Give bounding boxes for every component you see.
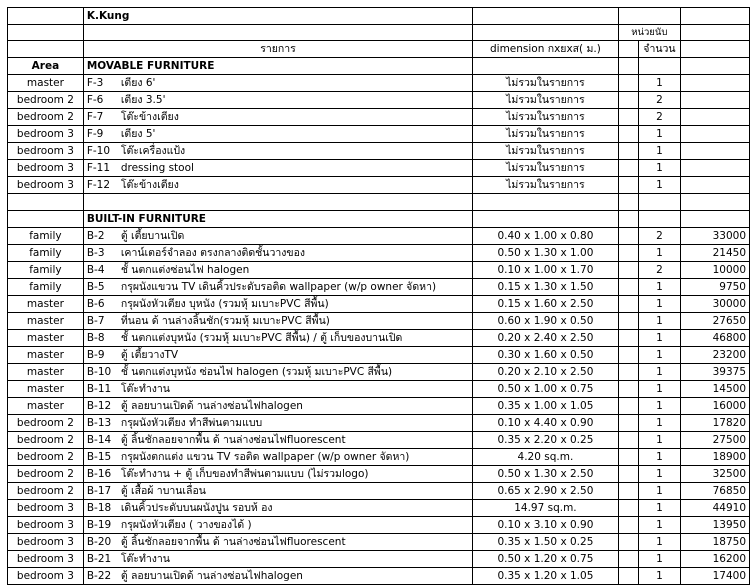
item-cell — [83, 177, 472, 194]
dimension-cell: 0.10 x 4.40 x 0.90 — [473, 414, 618, 431]
item-code: F-6 — [86, 94, 104, 107]
qty-cell: 1 — [638, 397, 680, 414]
item-description: ชั้ นตกแต่งซ่อนไฟ halogen — [120, 263, 250, 276]
item-code: B-11 — [86, 382, 112, 395]
item-code: B-20 — [86, 535, 112, 548]
price-cell: 23200 — [680, 346, 749, 363]
table-row — [8, 414, 750, 431]
area-cell: bedroom 2 — [8, 431, 84, 448]
item-cell — [83, 160, 472, 177]
qty-cell: 2 — [638, 227, 680, 244]
item-code: F-7 — [86, 111, 104, 124]
item-code: F-12 — [86, 179, 111, 192]
price-cell: 17820 — [680, 414, 749, 431]
item-description: ตู้ เตี้ยบานเปิด — [120, 229, 185, 242]
dimension-cell: 0.50 x 1.30 x 1.00 — [473, 244, 618, 261]
item-code: B-13 — [86, 416, 112, 429]
item-header: รายการ — [83, 41, 472, 58]
price-cell: 9750 — [680, 278, 749, 295]
item-cell — [83, 143, 472, 160]
item-cell — [83, 329, 472, 346]
area-header: Area — [8, 58, 84, 75]
item-description: โต๊ะทำงาน + ตู้ เก็บของทำสีพ่นตามแบบ (ไม่รวมlogo) — [120, 467, 369, 480]
item-cell — [83, 499, 472, 516]
dimension-cell: ไม่รวมในรายการ — [473, 109, 618, 126]
dimension-cell: 0.60 x 1.90 x 0.50 — [473, 312, 618, 329]
area-cell: master — [8, 75, 84, 92]
area-cell: bedroom 2 — [8, 482, 84, 499]
area-cell: bedroom 3 — [8, 143, 84, 160]
furniture-table — [7, 7, 750, 585]
item-code: B-10 — [86, 365, 112, 378]
title-row — [8, 8, 750, 25]
header-row-1 — [8, 25, 750, 41]
qty-cell: 1 — [638, 126, 680, 143]
table-row — [8, 465, 750, 482]
table-row — [8, 482, 750, 499]
dimension-cell: 0.20 x 2.40 x 2.50 — [473, 329, 618, 346]
table-row — [8, 397, 750, 414]
item-code: B-17 — [86, 484, 112, 497]
area-cell: bedroom 3 — [8, 499, 84, 516]
qty-cell: 1 — [638, 499, 680, 516]
item-code: B-19 — [86, 518, 112, 531]
client-name: K.Kung — [83, 8, 472, 25]
item-code: B-14 — [86, 433, 112, 446]
item-description: กรุผนังหัวเตียง ( วางของได้ ) — [120, 518, 252, 531]
item-cell — [83, 567, 472, 584]
qty-cell: 1 — [638, 143, 680, 160]
price-cell — [680, 160, 749, 177]
table-row — [8, 533, 750, 550]
area-cell: family — [8, 278, 84, 295]
item-description: เคาน์เตอร์จำลอง ตรงกลางติดชั้นวางของ — [120, 246, 306, 259]
price-cell: 27650 — [680, 312, 749, 329]
price-cell: 32500 — [680, 465, 749, 482]
item-description: กรุผนังตกแต่ง แขวน TV รอติด wallpaper (w/p owner จัดหา) — [120, 450, 410, 463]
item-cell — [83, 278, 472, 295]
header-row-2 — [8, 41, 750, 58]
item-cell — [83, 533, 472, 550]
table-row — [8, 516, 750, 533]
table-row — [8, 380, 750, 397]
section-header-row — [8, 58, 750, 75]
dimension-cell: 0.15 x 1.60 x 2.50 — [473, 295, 618, 312]
qty-cell: 1 — [638, 414, 680, 431]
item-cell — [83, 227, 472, 244]
area-cell: master — [8, 346, 84, 363]
qty-cell: 2 — [638, 261, 680, 278]
dimension-header: dimension กxยxส( ม.) — [473, 41, 618, 58]
area-cell: bedroom 3 — [8, 550, 84, 567]
table-row — [8, 312, 750, 329]
item-description: โต๊ะเครื่องแป้ง — [120, 145, 186, 158]
table-row — [8, 329, 750, 346]
table-row — [8, 75, 750, 92]
area-cell: master — [8, 380, 84, 397]
item-cell — [83, 244, 472, 261]
item-cell — [83, 126, 472, 143]
table-row — [8, 363, 750, 380]
area-cell: bedroom 2 — [8, 448, 84, 465]
item-description: เตียง 3.5' — [120, 94, 166, 107]
item-cell — [83, 448, 472, 465]
price-cell: 33000 — [680, 227, 749, 244]
table-row — [8, 567, 750, 584]
price-cell: 21450 — [680, 244, 749, 261]
dimension-cell: 0.20 x 2.10 x 2.50 — [473, 363, 618, 380]
dimension-cell: 0.50 x 1.00 x 0.75 — [473, 380, 618, 397]
dimension-cell: 0.10 x 1.00 x 1.70 — [473, 261, 618, 278]
price-cell — [680, 143, 749, 160]
dimension-cell: ไม่รวมในรายการ — [473, 177, 618, 194]
price-cell: 39375 — [680, 363, 749, 380]
area-cell: bedroom 3 — [8, 160, 84, 177]
qty-cell: 1 — [638, 244, 680, 261]
qty-cell: 1 — [638, 516, 680, 533]
price-cell — [680, 126, 749, 143]
area-cell: bedroom 3 — [8, 567, 84, 584]
dimension-cell: 0.10 x 3.10 x 0.90 — [473, 516, 618, 533]
item-cell — [83, 431, 472, 448]
section-title: BUILT-IN FURNITURE — [83, 210, 472, 227]
dimension-cell: 0.35 x 1.20 x 1.05 — [473, 567, 618, 584]
table-row — [8, 109, 750, 126]
qty-cell: 1 — [638, 567, 680, 584]
dimension-cell: ไม่รวมในรายการ — [473, 75, 618, 92]
item-description: กรุผนังหัวเตียง บุหนัง (รวมหุ้ มเบาะPVC สีพื้น) — [120, 297, 329, 310]
qty-header: จำนวน — [638, 41, 680, 58]
price-cell — [680, 75, 749, 92]
dimension-cell: 0.35 x 2.20 x 0.25 — [473, 431, 618, 448]
item-code: B-2 — [86, 229, 105, 242]
item-cell — [83, 550, 472, 567]
item-code: B-9 — [86, 348, 105, 361]
item-cell — [83, 414, 472, 431]
qty-cell: 1 — [638, 448, 680, 465]
item-cell — [83, 109, 472, 126]
dimension-cell: 4.20 sq.m. — [473, 448, 618, 465]
dimension-cell: 0.50 x 1.20 x 0.75 — [473, 550, 618, 567]
item-description: กรุผนังแขวน TV เดินคิ้วประดับรอติด wallpaper (w/p owner จัดหา) — [120, 280, 437, 293]
section-header-row — [8, 210, 750, 227]
table-row — [8, 244, 750, 261]
qty-cell: 2 — [638, 92, 680, 109]
qty-cell: 1 — [638, 160, 680, 177]
item-cell — [83, 346, 472, 363]
price-cell: 17400 — [680, 567, 749, 584]
qty-cell: 1 — [638, 329, 680, 346]
qty-cell: 1 — [638, 75, 680, 92]
table-row — [8, 278, 750, 295]
area-cell: bedroom 3 — [8, 126, 84, 143]
price-cell: 16000 — [680, 397, 749, 414]
item-code: B-16 — [86, 467, 112, 480]
table-row — [8, 346, 750, 363]
qty-cell: 1 — [638, 380, 680, 397]
item-code: B-21 — [86, 552, 112, 565]
item-code: B-12 — [86, 399, 112, 412]
qty-cell: 2 — [638, 109, 680, 126]
dimension-cell: 14.97 sq.m. — [473, 499, 618, 516]
item-code: B-5 — [86, 280, 105, 293]
item-cell — [83, 261, 472, 278]
table-row — [8, 92, 750, 109]
item-code: F-10 — [86, 145, 111, 158]
qty-cell: 1 — [638, 363, 680, 380]
dimension-cell: 0.35 x 1.50 x 0.25 — [473, 533, 618, 550]
qty-cell: 1 — [638, 550, 680, 567]
item-description: โต๊ะข้างเตียง — [120, 179, 179, 192]
area-cell: bedroom 3 — [8, 533, 84, 550]
price-cell — [680, 177, 749, 194]
table-row — [8, 143, 750, 160]
table-row — [8, 160, 750, 177]
table-row — [8, 295, 750, 312]
price-cell: 46800 — [680, 329, 749, 346]
item-description: ชั้ นตกแต่งบุหนัง ซ่อนไฟ halogen (รวมหุ้ มเบาะPVC สีพื้น) — [120, 365, 393, 378]
price-cell: 30000 — [680, 295, 749, 312]
item-description: โต๊ะทำงาน — [120, 552, 170, 565]
item-cell — [83, 363, 472, 380]
area-cell: master — [8, 329, 84, 346]
item-code: B-22 — [86, 569, 112, 582]
table-row — [8, 431, 750, 448]
area-cell: master — [8, 363, 84, 380]
area-cell: master — [8, 397, 84, 414]
item-description: ตู้ เสื้อผ้ าบานเลื่อน — [120, 484, 206, 497]
item-cell — [83, 397, 472, 414]
table-row — [8, 177, 750, 194]
item-description: ตู้ ลิ้นชักลอยจากพื้น ด้ านล่างซ่อนไฟfluorescent — [120, 433, 346, 446]
area-cell: master — [8, 312, 84, 329]
price-cell: 16200 — [680, 550, 749, 567]
qty-cell: 1 — [638, 533, 680, 550]
dimension-cell: 0.65 x 2.90 x 2.50 — [473, 482, 618, 499]
item-description: ตู้ เตี้ยวางTV — [120, 348, 179, 361]
item-code: B-15 — [86, 450, 112, 463]
dimension-cell: 0.50 x 1.30 x 2.50 — [473, 465, 618, 482]
item-description: ตู้ ลิ้นชักลอยจากพื้น ด้ านล่างซ่อนไฟfluorescent — [120, 535, 346, 548]
price-cell: 14500 — [680, 380, 749, 397]
price-cell: 10000 — [680, 261, 749, 278]
price-cell: 18900 — [680, 448, 749, 465]
table-row — [8, 550, 750, 567]
area-cell: bedroom 2 — [8, 109, 84, 126]
qty-cell: 1 — [638, 431, 680, 448]
price-cell — [680, 109, 749, 126]
item-description: โต๊ะทำงาน — [120, 382, 170, 395]
price-cell — [680, 92, 749, 109]
dimension-cell: ไม่รวมในรายการ — [473, 92, 618, 109]
dimension-cell: 0.35 x 1.00 x 1.05 — [473, 397, 618, 414]
qty-cell: 1 — [638, 482, 680, 499]
price-cell: 76850 — [680, 482, 749, 499]
item-description: dressing stool — [120, 162, 194, 175]
dimension-cell: ไม่รวมในรายการ — [473, 143, 618, 160]
price-cell: 18750 — [680, 533, 749, 550]
table-row — [8, 261, 750, 278]
unit-header: หน่วยนับ — [618, 25, 680, 41]
item-code: F-9 — [86, 128, 104, 141]
item-cell — [83, 92, 472, 109]
area-cell: family — [8, 244, 84, 261]
table-row — [8, 227, 750, 244]
item-description: ที่นอน ด้ านล่างลิ้นชัก(รวมหุ้ มเบาะPVC สีพื้น) — [120, 314, 330, 327]
item-cell — [83, 380, 472, 397]
table-row — [8, 448, 750, 465]
item-description: กรุผนังหัวเตียง ทำสีพ่นตามแบบ — [120, 416, 263, 429]
qty-cell: 1 — [638, 346, 680, 363]
qty-cell: 1 — [638, 465, 680, 482]
area-cell: bedroom 2 — [8, 465, 84, 482]
item-code: B-6 — [86, 297, 105, 310]
blank-row — [8, 194, 750, 210]
item-code: B-3 — [86, 246, 105, 259]
item-cell — [83, 482, 472, 499]
item-description: เดินคิ้วประดับบนผนังปูน รอบห้ อง — [120, 501, 273, 514]
area-cell: bedroom 2 — [8, 92, 84, 109]
item-cell — [83, 75, 472, 92]
item-description: ตู้ ลอยบานเปิดด้ านล่างซ่อนไฟhalogen — [120, 399, 303, 412]
dimension-cell: 0.30 x 1.60 x 0.50 — [473, 346, 618, 363]
item-description: เตียง 5' — [120, 128, 156, 141]
item-code: F-11 — [86, 162, 111, 175]
item-description: ชั้ นตกแต่งบุหนัง (รวมหุ้ มเบาะPVC สีพื้น) / ตู้ เก็บของบานเปิด — [120, 331, 403, 344]
table-row — [8, 499, 750, 516]
qty-cell: 1 — [638, 312, 680, 329]
item-cell — [83, 295, 472, 312]
area-cell: bedroom 3 — [8, 516, 84, 533]
dimension-cell: 0.15 x 1.30 x 1.50 — [473, 278, 618, 295]
dimension-cell: ไม่รวมในรายการ — [473, 126, 618, 143]
section-title: MOVABLE FURNITURE — [83, 58, 472, 75]
area-cell: bedroom 2 — [8, 414, 84, 431]
price-cell: 44910 — [680, 499, 749, 516]
table-row — [8, 126, 750, 143]
area-cell: family — [8, 227, 84, 244]
item-code: B-4 — [86, 263, 105, 276]
item-description: เตียง 6' — [120, 77, 156, 90]
price-cell: 13950 — [680, 516, 749, 533]
item-cell — [83, 465, 472, 482]
item-code: B-8 — [86, 331, 105, 344]
price-cell: 27500 — [680, 431, 749, 448]
qty-cell: 1 — [638, 295, 680, 312]
dimension-cell: ไม่รวมในรายการ — [473, 160, 618, 177]
item-cell — [83, 516, 472, 533]
item-code: B-18 — [86, 501, 112, 514]
item-code: F-3 — [86, 77, 104, 90]
qty-cell: 1 — [638, 177, 680, 194]
area-cell: master — [8, 295, 84, 312]
item-code: B-7 — [86, 314, 105, 327]
area-cell: family — [8, 261, 84, 278]
item-cell — [83, 312, 472, 329]
item-description: ตู้ ลอยบานเปิดด้ านล่างซ่อนไฟhalogen — [120, 569, 303, 582]
qty-cell: 1 — [638, 278, 680, 295]
dimension-cell: 0.40 x 1.00 x 0.80 — [473, 227, 618, 244]
item-description: โต๊ะข้างเตียง — [120, 111, 179, 124]
area-cell: bedroom 3 — [8, 177, 84, 194]
